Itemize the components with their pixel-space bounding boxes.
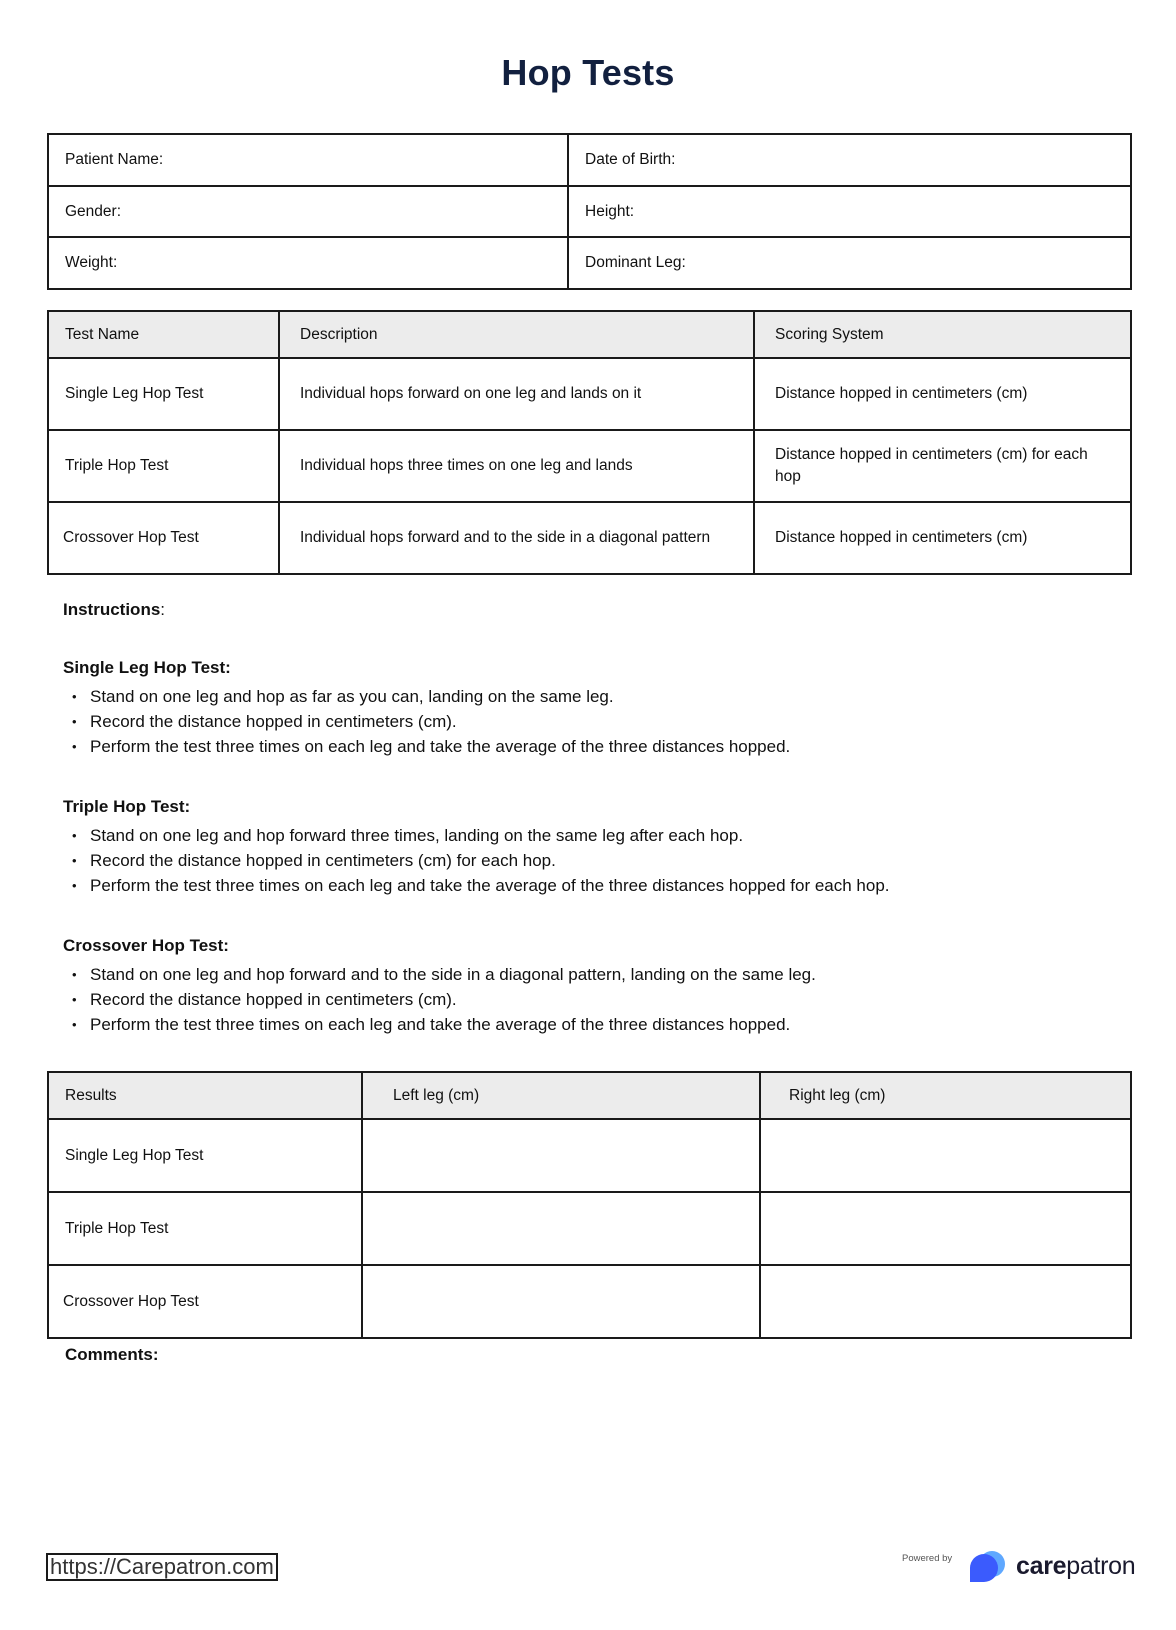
table-row — [48, 1265, 1131, 1338]
table-header-row — [48, 311, 1131, 358]
list-item: • Record the distance hopped in centimeters (cm). — [63, 709, 1123, 734]
instruction-section-crossover — [63, 936, 1123, 1037]
test-scoring-cell: Distance hopped in centimeters (cm) — [754, 502, 1131, 574]
list-item: • Stand on one leg and hop forward three times, landing on the same leg after each hop. — [63, 823, 1123, 848]
dominant-leg-field[interactable]: Dominant Leg: — [568, 237, 1131, 289]
results-table — [47, 1071, 1132, 1339]
column-header: Results — [48, 1072, 362, 1119]
carepatron-link[interactable]: https://Carepatron.com — [46, 1553, 278, 1581]
test-description-cell: Individual hops forward and to the side in a diagonal pattern — [279, 502, 754, 574]
test-name-cell: Triple Hop Test — [48, 430, 279, 502]
height-field[interactable]: Height: — [568, 186, 1131, 237]
column-header: Scoring System — [754, 311, 1131, 358]
list-item: • Perform the test three times on each leg and take the average of the three distances hopped for each hop. — [63, 873, 1123, 898]
test-scoring-cell: Distance hopped in centimeters (cm) for each hop — [754, 430, 1131, 502]
test-name-cell: Crossover Hop Test — [48, 502, 279, 574]
table-row — [48, 430, 1131, 502]
section-title: Crossover Hop Test: — [63, 936, 229, 955]
patient-name-field[interactable]: Patient Name: — [48, 134, 568, 186]
test-description-cell: Individual hops forward on one leg and lands on it — [279, 358, 754, 430]
table-row — [48, 1119, 1131, 1192]
left-leg-input-cell[interactable] — [362, 1192, 760, 1265]
test-description-cell: Individual hops three times on one leg and lands — [279, 430, 754, 502]
instructions-heading: Instructions: — [63, 600, 166, 619]
list-item: • Perform the test three times on each leg and take the average of the three distances hopped. — [63, 1012, 1123, 1037]
table-header-row — [48, 1072, 1131, 1119]
test-scoring-cell: Distance hopped in centimeters (cm) — [754, 358, 1131, 430]
weight-field[interactable]: Weight: — [48, 237, 568, 289]
list-item: • Stand on one leg and hop as far as you can, landing on the same leg. — [63, 684, 1123, 709]
carepatron-logo — [966, 1548, 1136, 1586]
result-test-name: Crossover Hop Test — [48, 1265, 362, 1338]
gender-field[interactable]: Gender: — [48, 186, 568, 237]
list-item: • Stand on one leg and hop forward and to the side in a diagonal pattern, landing on the same leg. — [63, 962, 1123, 987]
list-item: • Record the distance hopped in centimeters (cm) for each hop. — [63, 848, 1123, 873]
result-test-name: Triple Hop Test — [48, 1192, 362, 1265]
test-name-cell: Single Leg Hop Test — [48, 358, 279, 430]
result-test-name: Single Leg Hop Test — [48, 1119, 362, 1192]
comments-label: Comments: — [65, 1345, 159, 1364]
list-item: • Record the distance hopped in centimeters (cm). — [63, 987, 1123, 1012]
tests-table — [47, 310, 1132, 575]
right-leg-input-cell[interactable] — [760, 1265, 1131, 1338]
table-row — [48, 358, 1131, 430]
carepatron-logo-icon — [966, 1550, 1010, 1584]
section-title: Single Leg Hop Test: — [63, 658, 231, 677]
right-leg-input-cell[interactable] — [760, 1192, 1131, 1265]
section-title: Triple Hop Test: — [63, 797, 191, 816]
table-row — [48, 502, 1131, 574]
left-leg-input-cell[interactable] — [362, 1265, 760, 1338]
powered-by-label: Powered by — [902, 1553, 953, 1564]
instructions-block — [63, 600, 1123, 1037]
instruction-section-triple-hop — [63, 797, 1123, 898]
brand-wordmark: carepatron — [1016, 1552, 1136, 1580]
instruction-section-single-leg — [63, 658, 1123, 759]
page-title: Hop Tests — [501, 52, 675, 93]
date-of-birth-field[interactable]: Date of Birth: — [568, 134, 1131, 186]
left-leg-input-cell[interactable] — [362, 1119, 760, 1192]
column-header: Right leg (cm) — [760, 1072, 1131, 1119]
patient-info-table — [47, 133, 1132, 290]
column-header: Description — [279, 311, 754, 358]
table-row — [48, 1192, 1131, 1265]
column-header: Test Name — [48, 311, 279, 358]
list-item: • Perform the test three times on each leg and take the average of the three distances hopped. — [63, 734, 1123, 759]
column-header: Left leg (cm) — [362, 1072, 760, 1119]
right-leg-input-cell[interactable] — [760, 1119, 1131, 1192]
